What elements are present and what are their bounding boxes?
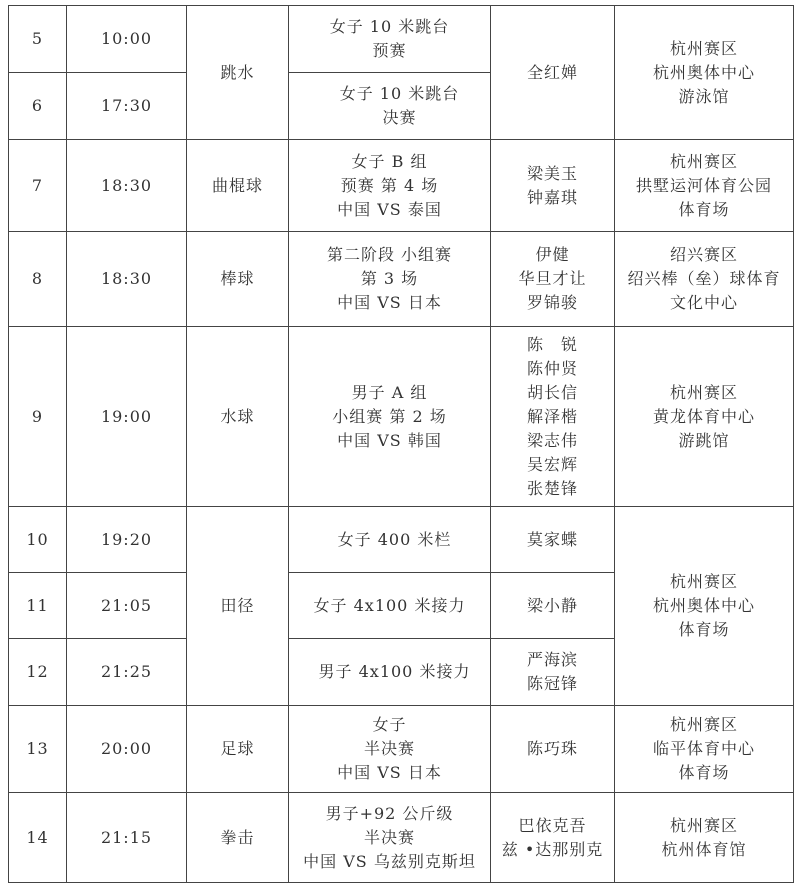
event-line: 决赛 [382,108,417,127]
athletes [491,793,615,883]
event-line: 第 3 场 [360,269,419,288]
venue-line: 文化中心 [669,293,738,312]
athlete-name: 张楚锋 [526,478,578,498]
match-time: 21:25 [67,639,187,706]
athletes [491,140,615,232]
event-line: 男子+92 公斤级 [325,803,454,823]
athlete-name: 莫家蝶 [526,529,578,549]
event-line: 女子 [372,715,407,734]
event-line: 中国 VS 乌兹别克斯坦 [303,851,476,871]
venue-line: 杭州赛区 [669,715,738,734]
event-line: 女子 10 米跳台 [339,84,460,103]
venue-line: 绍兴赛区 [669,245,738,264]
row-number: 7 [9,140,67,232]
athlete-name: 梁小静 [526,595,578,615]
row-number: 12 [9,639,67,706]
event-line: 预赛 [372,41,407,60]
event-line: 女子 4x100 米接力 [313,595,466,615]
athlete-name: 华旦才让 [518,269,587,288]
venue [615,327,794,507]
match-time: 18:30 [67,232,187,327]
event-description [289,639,491,706]
sport-name: 跳水 [187,6,289,140]
venue [615,6,794,140]
table-row [9,232,794,327]
row-number: 13 [9,706,67,793]
event-description [289,6,491,73]
athletes [491,232,615,327]
athletes [491,6,615,140]
venue-line: 杭州奥体中心 [652,62,755,82]
venue-line: 黄龙体育中心 [652,406,755,426]
table-row [9,706,794,793]
athletes [491,639,615,706]
venue-line: 拱墅运河体育公园 [635,175,772,195]
event-line: 男子 4x100 米接力 [318,662,471,681]
venue-line: 杭州赛区 [669,382,738,402]
venue [615,232,794,327]
venue [615,706,794,793]
athlete-name: 梁美玉 [526,163,578,183]
event-line: 女子 10 米跳台 [329,17,450,36]
athlete-name: 陈巧珠 [526,739,578,758]
venue-line: 体育场 [678,620,730,639]
athlete-name: 吴宏辉 [526,454,578,474]
event-description [289,793,491,883]
event-description [289,232,491,327]
event-description [289,327,491,507]
row-number: 6 [9,73,67,140]
venue-line: 杭州赛区 [669,572,738,591]
athlete-name: 胡长信 [526,382,578,402]
venue [615,793,794,883]
athlete-name: 陈 锐 [526,334,578,354]
competition-schedule-table [8,5,794,883]
athlete-name: 全红婵 [526,62,578,82]
event-line: 女子 400 米栏 [337,529,452,549]
venue-line: 杭州赛区 [669,151,738,171]
venue-line: 临平体育中心 [652,739,755,758]
athlete-name: 巴依克吾 [518,815,587,835]
event-line: 中国 VS 泰国 [337,199,442,219]
table-row [9,507,794,573]
venue [615,140,794,232]
event-line: 半决赛 [363,739,415,758]
row-number: 8 [9,232,67,327]
match-time: 19:00 [67,327,187,507]
event-line: 女子 B 组 [351,151,428,171]
event-description [289,507,491,573]
match-time: 19:20 [67,507,187,573]
venue-line: 杭州奥体中心 [652,596,755,615]
sport-name: 足球 [187,706,289,793]
athlete-name: 兹 •达那别克 [501,839,604,859]
venue-line: 游跳馆 [678,430,730,450]
table-row [9,6,794,73]
row-number: 9 [9,327,67,507]
match-time: 21:15 [67,793,187,883]
event-line: 小组赛 第 2 场 [332,406,447,426]
event-description [289,73,491,140]
venue [615,507,794,706]
athlete-name: 钟嘉琪 [526,187,578,207]
event-line: 中国 VS 日本 [337,293,442,312]
sport-name: 拳击 [187,793,289,883]
athletes [491,706,615,793]
sport-name: 水球 [187,327,289,507]
event-line: 半决赛 [363,827,415,847]
match-time: 18:30 [67,140,187,232]
athlete-name: 陈仲贤 [526,358,578,378]
venue-line: 杭州赛区 [669,38,738,58]
event-line: 中国 VS 日本 [337,763,442,782]
athlete-name: 梁志伟 [526,430,578,450]
event-line: 第二阶段 小组赛 [326,245,453,264]
sport-name: 曲棍球 [187,140,289,232]
sport-name: 棒球 [187,232,289,327]
match-time: 21:05 [67,573,187,639]
athletes [491,507,615,573]
row-number: 10 [9,507,67,573]
table-row [9,140,794,232]
event-line: 中国 VS 韩国 [337,430,442,450]
table-row [9,327,794,507]
event-line: 预赛 第 4 场 [340,175,439,195]
table-row [9,793,794,883]
match-time: 10:00 [67,6,187,73]
sport-name: 田径 [187,507,289,706]
event-description [289,706,491,793]
event-description [289,573,491,639]
athlete-name: 解泽楷 [526,406,578,426]
athletes [491,573,615,639]
row-number: 5 [9,6,67,73]
athlete-name: 罗锦骏 [526,293,578,312]
match-time: 20:00 [67,706,187,793]
venue-line: 游泳馆 [678,86,730,106]
venue-line: 杭州体育馆 [661,839,747,859]
venue-line: 体育场 [678,763,730,782]
row-number: 11 [9,573,67,639]
venue-line: 体育场 [678,199,730,219]
event-line: 男子 A 组 [351,382,428,402]
venue-line: 绍兴棒（垒）球体育 [627,269,781,288]
match-time: 17:30 [67,73,187,140]
venue-line: 杭州赛区 [669,815,738,835]
event-description [289,140,491,232]
athletes [491,327,615,507]
athlete-name: 伊健 [535,245,570,264]
row-number: 14 [9,793,67,883]
athlete-name: 陈冠锋 [526,674,578,693]
athlete-name: 严海滨 [526,650,578,669]
